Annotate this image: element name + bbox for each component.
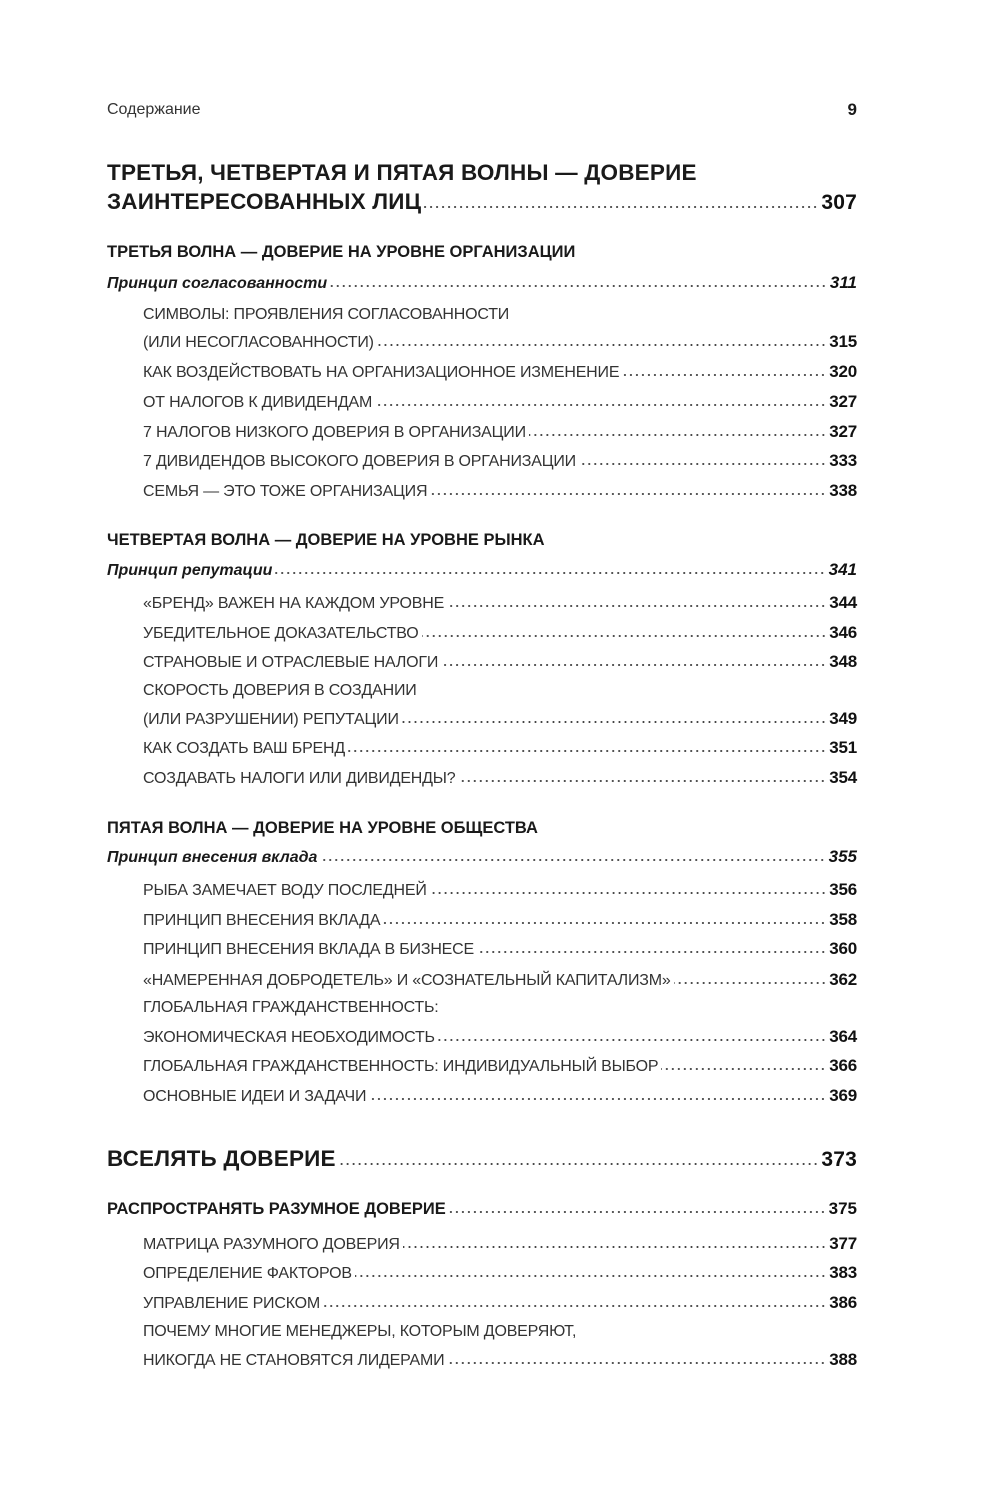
entry-page-number: 315 <box>829 332 857 351</box>
toc-principle-entry[interactable] <box>107 847 857 867</box>
toc-entry[interactable] <box>143 880 857 900</box>
entry-page-number: 354 <box>829 768 857 787</box>
entry-page-number: 360 <box>829 939 857 958</box>
dot-leader <box>458 779 826 783</box>
part-title-line: ТРЕТЬЯ, ЧЕТВЕРТАЯ И ПЯТАЯ ВОЛНЫ — ДОВЕРИЕ <box>107 160 697 185</box>
page-number: 9 <box>847 100 857 119</box>
dot-leader <box>674 981 827 985</box>
toc-entry[interactable] <box>143 451 857 471</box>
entry-title: ВСЕЛЯТЬ ДОВЕРИЕ <box>107 1146 336 1171</box>
toc-entry[interactable] <box>143 623 857 643</box>
dot-leader <box>441 663 826 667</box>
entry-page-number: 311 <box>829 273 857 292</box>
dot-leader <box>579 462 826 466</box>
toc-entry[interactable] <box>143 1086 857 1106</box>
dot-leader <box>320 858 825 862</box>
toc-entry[interactable] <box>143 1234 857 1254</box>
dot-leader <box>275 571 825 575</box>
entry-title: ЗАИНТЕРЕСОВАННЫХ ЛИЦ <box>107 189 422 214</box>
dot-leader <box>383 921 826 925</box>
dot-leader <box>422 634 827 638</box>
entry-page-number: 362 <box>829 970 857 989</box>
entry-title: КАК ВОЗДЕЙСТВОВАТЬ НА ОРГАНИЗАЦИОННОЕ ИЗМЕНЕНИЕ <box>143 364 620 381</box>
toc-entry[interactable] <box>143 709 857 729</box>
dot-leader <box>375 403 826 407</box>
entry-title: РЫБА ЗАМЕЧАЕТ ВОДУ ПОСЛЕДНЕЙ <box>143 882 427 899</box>
toc-entry[interactable] <box>143 332 857 352</box>
dot-leader <box>348 749 826 753</box>
toc-principle-entry[interactable] <box>107 273 857 293</box>
entry-title: ОТ НАЛОГОВ К ДИВИДЕНДАМ <box>143 394 373 411</box>
entry-title: ЭКОНОМИЧЕСКАЯ НЕОБХОДИМОСТЬ <box>143 1029 435 1046</box>
entry-page-number: 364 <box>829 1027 857 1046</box>
entry-page-number: 356 <box>829 880 857 899</box>
section-title: ПЯТАЯ ВОЛНА — ДОВЕРИЕ НА УРОВНЕ ОБЩЕСТВА <box>107 819 538 837</box>
entry-page-number: 341 <box>828 560 857 579</box>
entry-page-number: 320 <box>829 362 857 381</box>
entry-page-number: 383 <box>829 1263 857 1282</box>
entry-page-number: 338 <box>829 481 857 500</box>
dot-leader <box>622 373 826 377</box>
toc-entry[interactable] <box>143 910 857 930</box>
entry-title: «БРЕНД» ВАЖЕН НА КАЖДОМ УРОВНЕ <box>143 595 445 612</box>
entry-page-number: 307 <box>821 191 857 214</box>
entry-title: «НАМЕРЕННАЯ ДОБРОДЕТЕЛЬ» И «СОЗНАТЕЛЬНЫЙ КАПИТАЛИЗМ» <box>143 972 671 989</box>
entry-title: РАСПРОСТРАНЯТЬ РАЗУМНОЕ ДОВЕРИЕ <box>107 1200 446 1218</box>
entry-title: СЕМЬЯ — ЭТО ТОЖЕ ОРГАНИЗАЦИЯ <box>143 483 428 500</box>
dot-leader <box>447 604 826 608</box>
entry-page-number: 375 <box>828 1199 857 1218</box>
dot-leader <box>369 1097 826 1101</box>
toc-entry[interactable] <box>143 481 857 501</box>
entry-title: УБЕДИТЕЛЬНОЕ ДОКАЗАТЕЛЬСТВО <box>143 625 419 642</box>
entry-title: Принцип согласованности <box>107 275 328 292</box>
entry-title: ГЛОБАЛЬНАЯ ГРАЖДАНСТВЕННОСТЬ: ИНДИВИДУАЛЬНЫЙ ВЫБОР <box>143 1058 659 1075</box>
toc-entry[interactable] <box>143 1027 857 1047</box>
toc-entry[interactable] <box>143 1293 857 1313</box>
entry-title: НИКОГДА НЕ СТАНОВЯТСЯ ЛИДЕРАМИ <box>143 1352 445 1369</box>
dot-leader <box>402 720 826 724</box>
entry-page-number: 327 <box>829 422 857 441</box>
entry-title: УПРАВЛЕНИЕ РИСКОМ <box>143 1295 321 1312</box>
section-title: ТРЕТЬЯ ВОЛНА — ДОВЕРИЕ НА УРОВНЕ ОРГАНИЗАЦИИ <box>107 243 576 261</box>
toc-entry[interactable] <box>143 652 857 672</box>
entry-page-number: 355 <box>828 847 857 866</box>
entry-title: (ИЛИ РАЗРУШЕНИИ) РЕПУТАЦИИ <box>143 711 399 728</box>
dot-leader <box>438 1038 826 1042</box>
entry-page-number: 344 <box>829 593 857 612</box>
section-title: ЧЕТВЕРТАЯ ВОЛНА — ДОВЕРИЕ НА УРОВНЕ РЫНКА <box>107 531 545 549</box>
dot-leader <box>529 433 826 437</box>
entry-title: ПРИНЦИП ВНЕСЕНИЯ ВКЛАДА В БИЗНЕСЕ <box>143 941 474 958</box>
entry-title: Принцип репутации <box>107 562 273 579</box>
entry-title: СОЗДАВАТЬ НАЛОГИ ИЛИ ДИВИДЕНДЫ? <box>143 770 456 787</box>
dot-leader <box>323 1304 826 1308</box>
toc-entry[interactable] <box>143 1263 857 1283</box>
dot-leader <box>424 205 818 209</box>
dot-leader <box>447 1361 826 1365</box>
entry-title: 7 ДИВИДЕНДОВ ВЫСОКОГО ДОВЕРИЯ В ОРГАНИЗАЦИИ <box>143 453 576 470</box>
entry-page-number: 373 <box>821 1148 857 1171</box>
toc-entry[interactable] <box>143 422 857 442</box>
toc-part-entry[interactable] <box>107 1146 857 1172</box>
toc-entry[interactable] <box>143 392 857 412</box>
toc-principle-entry[interactable] <box>107 560 857 580</box>
entry-page-number: 369 <box>829 1086 857 1105</box>
entry-page-number: 346 <box>829 623 857 642</box>
toc-entry[interactable] <box>143 970 857 990</box>
entry-page-number: 348 <box>829 652 857 671</box>
entry-title: МАТРИЦА РАЗУМНОГО ДОВЕРИЯ <box>143 1236 400 1253</box>
entry-page-number: 388 <box>829 1350 857 1369</box>
entry-page-number: 351 <box>829 738 857 757</box>
entry-title: (ИЛИ НЕСОГЛАСОВАННОСТИ) <box>143 334 374 351</box>
toc-entry[interactable] <box>143 738 857 758</box>
dot-leader <box>430 891 827 895</box>
toc-entry-line: СИМВОЛЫ: ПРОЯВЛЕНИЯ СОГЛАСОВАННОСТИ <box>143 306 510 323</box>
entry-title: СТРАНОВЫЕ И ОТРАСЛЕВЫЕ НАЛОГИ <box>143 654 439 671</box>
toc-entry[interactable] <box>143 1056 857 1076</box>
dot-leader <box>430 492 826 496</box>
toc-entry[interactable] <box>143 1350 857 1370</box>
entry-title: ОПРЕДЕЛЕНИЕ ФАКТОРОВ <box>143 1265 352 1282</box>
toc-entry[interactable] <box>143 593 857 613</box>
dot-leader <box>377 343 826 347</box>
toc-entry-line: ПОЧЕМУ МНОГИЕ МЕНЕДЖЕРЫ, КОТОРЫМ ДОВЕРЯЮТ, <box>143 1323 577 1340</box>
entry-page-number: 358 <box>829 910 857 929</box>
entry-page-number: 349 <box>829 709 857 728</box>
toc-entry[interactable] <box>143 768 857 788</box>
entry-title: ОСНОВНЫЕ ИДЕИ И ЗАДАЧИ <box>143 1088 367 1105</box>
entry-title: 7 НАЛОГОВ НИЗКОГО ДОВЕРИЯ В ОРГАНИЗАЦИИ <box>143 424 526 441</box>
entry-title: Принцип внесения вклада <box>107 849 318 866</box>
entry-page-number: 386 <box>829 1293 857 1312</box>
entry-page-number: 327 <box>829 392 857 411</box>
toc-entry[interactable] <box>143 939 857 959</box>
entry-title: КАК СОЗДАТЬ ВАШ БРЕНД <box>143 740 346 757</box>
entry-page-number: 366 <box>829 1056 857 1075</box>
running-header: Содержание <box>107 101 201 118</box>
entry-page-number: 377 <box>829 1234 857 1253</box>
dot-leader <box>477 950 826 954</box>
dot-leader <box>449 1210 826 1214</box>
dot-leader <box>403 1245 827 1249</box>
toc-entry-line: СКОРОСТЬ ДОВЕРИЯ В СОЗДАНИИ <box>143 682 417 699</box>
toc-entry-line: ГЛОБАЛЬНАЯ ГРАЖДАНСТВЕННОСТЬ: <box>143 999 439 1016</box>
toc-part-entry[interactable] <box>107 189 857 215</box>
dot-leader <box>661 1067 826 1071</box>
entry-title: ПРИНЦИП ВНЕСЕНИЯ ВКЛАДА <box>143 912 381 929</box>
toc-entry[interactable] <box>143 362 857 382</box>
toc-section-entry[interactable] <box>107 1199 857 1219</box>
dot-leader <box>330 284 827 288</box>
dot-leader <box>339 1162 819 1166</box>
dot-leader <box>355 1274 826 1278</box>
entry-page-number: 333 <box>829 451 857 470</box>
